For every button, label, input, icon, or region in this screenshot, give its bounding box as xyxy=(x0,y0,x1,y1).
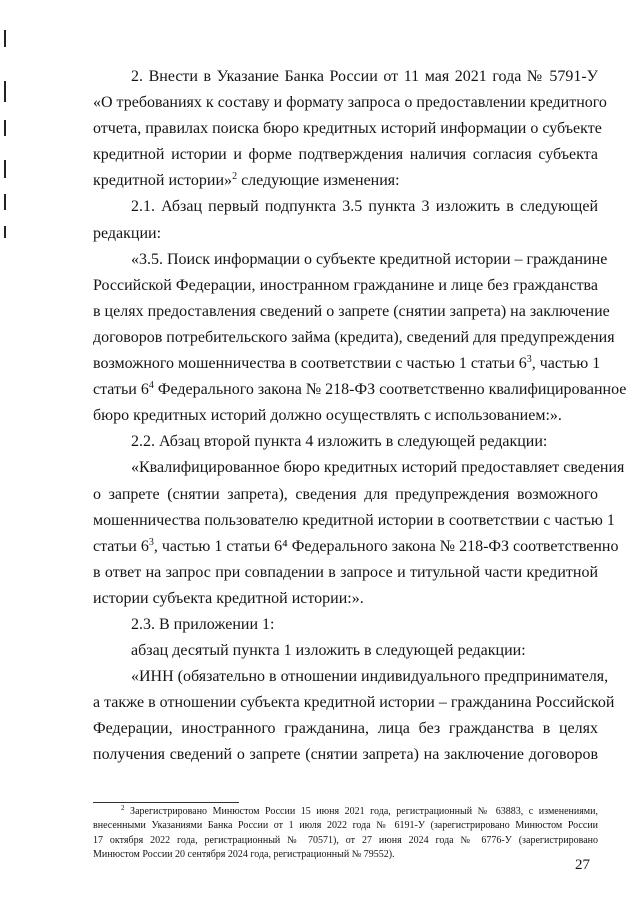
text-line xyxy=(93,90,607,116)
line-text: а также в отношении субъекта кредитной истории – гражданина Российской xyxy=(93,694,615,712)
page-number: 27 xyxy=(575,857,590,873)
scan-mark xyxy=(4,194,6,210)
line-text: «ИНН (обязательно в отношении индивидуального предпринимателя, xyxy=(131,668,609,686)
line-text: 2.2. Абзац второй пункта 4 изложить в следующей редакции: xyxy=(131,433,548,451)
line-text: 17 октября 2022 года, регистрационный № 70571), от 27 июня 2024 года № 6776-У (зарегистрировано xyxy=(93,834,598,846)
text-line xyxy=(93,116,602,142)
paragraph xyxy=(93,64,607,194)
line-text: статьи 6 xyxy=(93,537,149,555)
line-text: о запрете (снятии запрета), сведения для предупреждения возможного xyxy=(93,485,598,503)
scan-mark xyxy=(4,30,6,47)
text-line xyxy=(93,325,615,351)
paragraph xyxy=(93,664,615,768)
text-line xyxy=(93,377,627,403)
text-line xyxy=(93,247,608,273)
line-text-after: , частью 1 xyxy=(531,355,601,373)
line-text: Российской Федерации, иностранном гражданине и лице без гражданства xyxy=(93,276,598,294)
paragraph xyxy=(93,247,627,430)
text-line xyxy=(93,351,601,377)
text-line xyxy=(93,482,598,508)
line-text: истории субъекта кредитной истории:». xyxy=(93,589,364,607)
line-text: кредитной истории» xyxy=(93,172,233,190)
line-text: кредитной истории и форме подтверждения наличия согласия субъекта xyxy=(93,146,598,164)
text-line xyxy=(93,690,615,716)
line-text: «Квалифицированное бюро кредитных историй предоставляет сведения xyxy=(131,459,625,477)
scan-mark xyxy=(4,226,6,238)
text-line xyxy=(93,664,609,690)
footnote-line xyxy=(93,848,598,862)
line-text: отчета, правилах поиска бюро кредитных историй информации о субъекте xyxy=(93,120,602,138)
text-line xyxy=(93,716,598,742)
text-line xyxy=(93,612,598,638)
line-text-after: следующие изменения: xyxy=(237,172,400,190)
text-line xyxy=(93,560,598,586)
line-text: Зарегистрировано Минюстом России 15 июня 2021 года, регистрационный № 63883, с изменениями, xyxy=(124,806,598,817)
line-text: получения сведений о запрете (снятии запрета) на заключение договоров xyxy=(93,746,598,764)
line-text: мошенничества пользователю кредитной истории в соответствии с частью 1 xyxy=(93,511,615,529)
text-line xyxy=(93,534,619,560)
footnote-line xyxy=(93,834,598,848)
line-text: 2.1. Абзац первый подпункта 3.5 пункта 3 изложить в следующей xyxy=(131,198,598,216)
text-line xyxy=(93,742,598,768)
line-text: «3.5. Поиск информации о субъекте кредитной истории – гражданине xyxy=(131,250,608,268)
paragraph xyxy=(93,612,598,638)
document-body xyxy=(93,64,627,769)
scan-mark xyxy=(4,81,6,102)
line-text: редакции: xyxy=(93,224,162,242)
line-text: в ответ на запрос при совпадении в запросе и титульной части кредитной xyxy=(93,563,598,581)
text-line xyxy=(93,64,598,90)
text-line xyxy=(93,508,615,534)
text-line xyxy=(93,299,610,325)
line-text: возможного мошенничества в соответствии с частью 1 статьи 6 xyxy=(93,355,527,373)
superscript: 3 xyxy=(526,354,532,366)
footnote-marker: 2 xyxy=(121,804,125,812)
line-text: 2. Внести в Указание Банка России от 11 мая 2021 года № 5791-У xyxy=(131,68,598,85)
text-line xyxy=(93,194,598,220)
line-text-after: Федерального закона № 218-ФЗ соответственно квалифицированное xyxy=(153,381,627,399)
text-line xyxy=(93,273,598,299)
paragraph xyxy=(93,455,625,612)
footnote-line xyxy=(93,805,598,819)
text-line xyxy=(93,429,598,455)
line-text: Федерации, иностранного гражданина, лица без гражданства в целях xyxy=(93,720,598,738)
footnote xyxy=(93,805,598,863)
line-text: «О требованиях к составу и формату запроса о предоставлении кредитного xyxy=(93,94,607,112)
paragraph xyxy=(93,194,598,246)
text-line xyxy=(93,221,598,247)
line-text: статьи 6 xyxy=(93,381,149,399)
line-text: 2.3. В приложении 1: xyxy=(131,615,275,633)
text-line xyxy=(93,403,598,429)
superscript: 4 xyxy=(148,380,154,392)
line-text: в целях предоставления сведений о запрете (снятии запрета) на заключение xyxy=(93,302,610,320)
line-text: договоров потребительского займа (кредита), сведений для предупреждения xyxy=(93,328,615,346)
paragraph xyxy=(93,638,598,664)
paragraph xyxy=(93,429,598,455)
text-line xyxy=(93,586,598,612)
superscript: 2 xyxy=(232,171,238,183)
footnote-separator xyxy=(93,802,239,803)
text-line xyxy=(93,455,625,481)
text-line xyxy=(93,142,598,168)
text-line xyxy=(93,638,598,664)
text-line xyxy=(93,168,598,194)
superscript: 3 xyxy=(148,536,154,548)
scan-mark xyxy=(4,160,6,178)
footnote-line xyxy=(93,819,598,833)
line-text: абзац десятый пункта 1 изложить в следующей редакции: xyxy=(131,642,526,660)
line-text: бюро кредитных историй должно осуществлять с использованием:». xyxy=(93,407,562,425)
scan-mark xyxy=(4,120,6,136)
line-text: Минюстом России 20 сентября 2024 года, регистрационный № 79552). xyxy=(93,849,395,861)
line-text-after: , частью 1 статьи 6⁴ Федерального закона № 218-ФЗ соответственно xyxy=(153,537,619,555)
line-text: внесенными Указаниями Банка России от 1 июля 2022 года № 6191-У (зарегистрировано Минюстом России xyxy=(93,820,598,832)
